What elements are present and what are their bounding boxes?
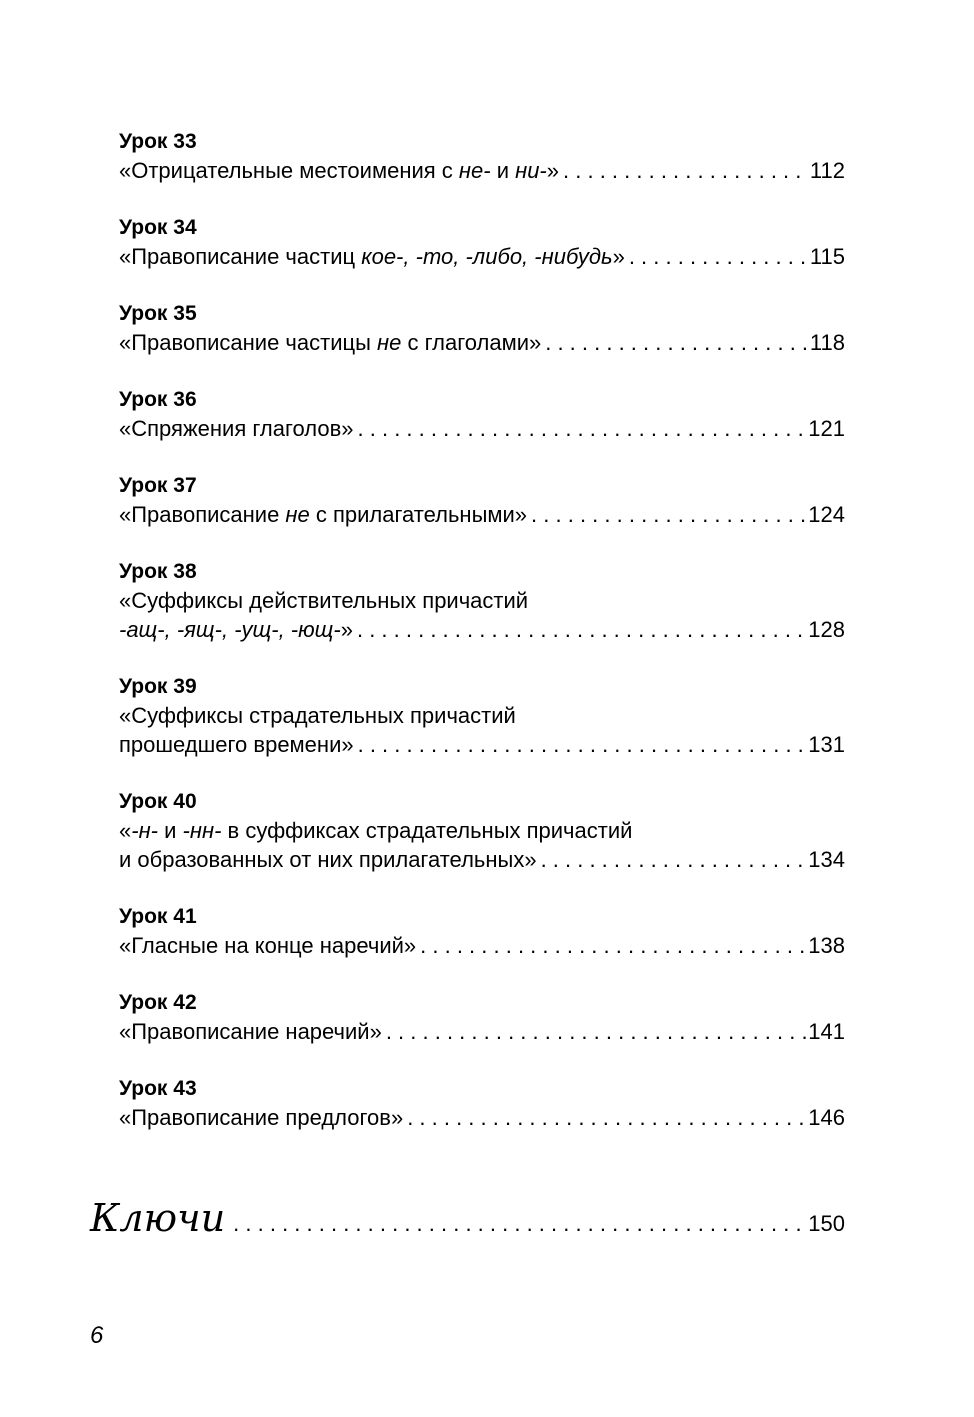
lesson-heading: Урок 36 (119, 388, 197, 411)
text-segment: прошедшего времени» (119, 732, 354, 757)
italic-term: -ащ-, -ящ-, -ущ-, -ющ- (119, 617, 341, 642)
toc-lesson (119, 300, 845, 357)
text-segment: «Правописание наречий» (119, 1019, 382, 1044)
dot-leader (563, 156, 808, 185)
text-segment: «Правописание частицы (119, 330, 378, 355)
lesson-title-line (119, 414, 354, 443)
toc-lesson (119, 214, 845, 271)
dot-leader (358, 414, 807, 443)
page-ref: 115 (809, 244, 845, 269)
text-segment: и (490, 158, 516, 183)
toc-entry-link[interactable] (119, 931, 845, 960)
toc-entry-link[interactable] (119, 1017, 845, 1046)
toc-entry-link[interactable] (119, 156, 845, 185)
text-segment: » (546, 158, 560, 183)
text-segment: » (612, 244, 625, 269)
toc-lesson (119, 989, 845, 1046)
page-ref: 121 (808, 416, 845, 441)
toc-lesson (119, 673, 845, 759)
lesson-title-line (119, 845, 537, 874)
dot-leader (541, 845, 807, 874)
dot-leader (545, 328, 808, 357)
page-number: 6 (90, 1322, 104, 1349)
lesson-heading: Урок 37 (119, 474, 197, 497)
dot-leader (357, 615, 806, 644)
lesson-heading: Урок 39 (119, 675, 197, 698)
italic-term: ни- (515, 158, 547, 183)
italic-term: не (377, 330, 402, 355)
lesson-title-line (119, 615, 353, 644)
toc-entry-link[interactable] (119, 730, 845, 759)
italic-term: кое-, -то, -либо, -нибудь (361, 244, 613, 269)
toc-lesson (119, 386, 845, 443)
page-ref: 131 (808, 732, 845, 757)
dot-leader (407, 1103, 806, 1132)
text-segment: «Гласные на конце наречий» (119, 933, 417, 958)
page-ref: 134 (808, 847, 845, 872)
toc-entry-link[interactable] (119, 328, 845, 357)
text-segment: « (119, 818, 132, 843)
toc-entry-link[interactable] (119, 500, 845, 529)
italic-term: -н- (131, 818, 159, 843)
lesson-title-line (119, 1017, 382, 1046)
page-ref: 141 (808, 1019, 845, 1044)
page-ref: 118 (809, 330, 845, 355)
text-segment: «Правописание (119, 502, 286, 527)
lesson-heading: Урок 43 (119, 1077, 197, 1100)
toc-lesson (119, 903, 845, 960)
lesson-heading: Урок 35 (119, 302, 197, 325)
toc-lesson (119, 472, 845, 529)
toc-lesson (119, 558, 845, 644)
table-of-contents (119, 128, 845, 1161)
italic-term: не (285, 502, 310, 527)
lesson-title-line (119, 328, 541, 357)
page-ref: 124 (808, 502, 845, 527)
text-segment: «Суффиксы действительных причастий (119, 588, 529, 613)
toc-entry-link[interactable] (119, 414, 845, 443)
lesson-title-line (119, 730, 354, 759)
dot-leader (233, 1211, 806, 1237)
toc-lesson (119, 128, 845, 185)
dot-leader (386, 1017, 806, 1046)
italic-term: -нн- (182, 818, 222, 843)
lesson-heading: Урок 41 (119, 905, 197, 928)
text-segment: и образованных от них прилагательных» (119, 847, 537, 872)
lesson-heading: Урок 42 (119, 991, 197, 1014)
lesson-title-line (119, 701, 845, 730)
text-segment: с глаголами» (401, 330, 542, 355)
text-segment: в суффиксах страдательных причастий (221, 818, 633, 843)
text-segment: «Суффиксы страдательных причастий (119, 703, 516, 728)
toc-lesson (119, 788, 845, 874)
lesson-title-line (119, 156, 559, 185)
dot-leader (531, 500, 806, 529)
dot-leader (358, 730, 807, 759)
lesson-title-line (119, 816, 845, 845)
lesson-heading: Урок 33 (119, 130, 197, 153)
text-segment: «Правописание частиц (119, 244, 362, 269)
page-ref: 112 (809, 158, 845, 183)
dot-leader (629, 242, 808, 271)
lesson-title-line (119, 500, 527, 529)
page-ref: 146 (808, 1105, 845, 1130)
text-segment: «Правописание предлогов» (119, 1105, 404, 1130)
lesson-heading: Урок 40 (119, 790, 197, 813)
text-segment: «Отрицательные местоимения с (119, 158, 459, 183)
keys-page: 150 (808, 1211, 845, 1236)
dot-leader (420, 931, 806, 960)
toc-lesson (119, 1075, 845, 1132)
text-segment: с прилагательными» (309, 502, 528, 527)
toc-entry-link[interactable] (119, 1103, 845, 1132)
lesson-title-line (119, 242, 625, 271)
lesson-title-line (119, 1103, 403, 1132)
keys-title: Ключи (90, 1196, 226, 1240)
lesson-heading: Урок 34 (119, 216, 197, 239)
italic-term: не- (458, 158, 491, 183)
text-segment: » (340, 617, 353, 642)
lesson-title-line (119, 586, 845, 615)
page-ref: 138 (808, 933, 845, 958)
toc-entry-link[interactable] (119, 242, 845, 271)
lesson-title-line (119, 931, 416, 960)
text-segment: «Спряжения глаголов» (119, 416, 354, 441)
lesson-heading: Урок 38 (119, 560, 197, 583)
toc-entry-link[interactable] (119, 845, 845, 874)
toc-entry-link[interactable] (119, 615, 845, 644)
keys-entry[interactable] (90, 1196, 845, 1240)
page-ref: 128 (808, 617, 845, 642)
text-segment: и (158, 818, 183, 843)
